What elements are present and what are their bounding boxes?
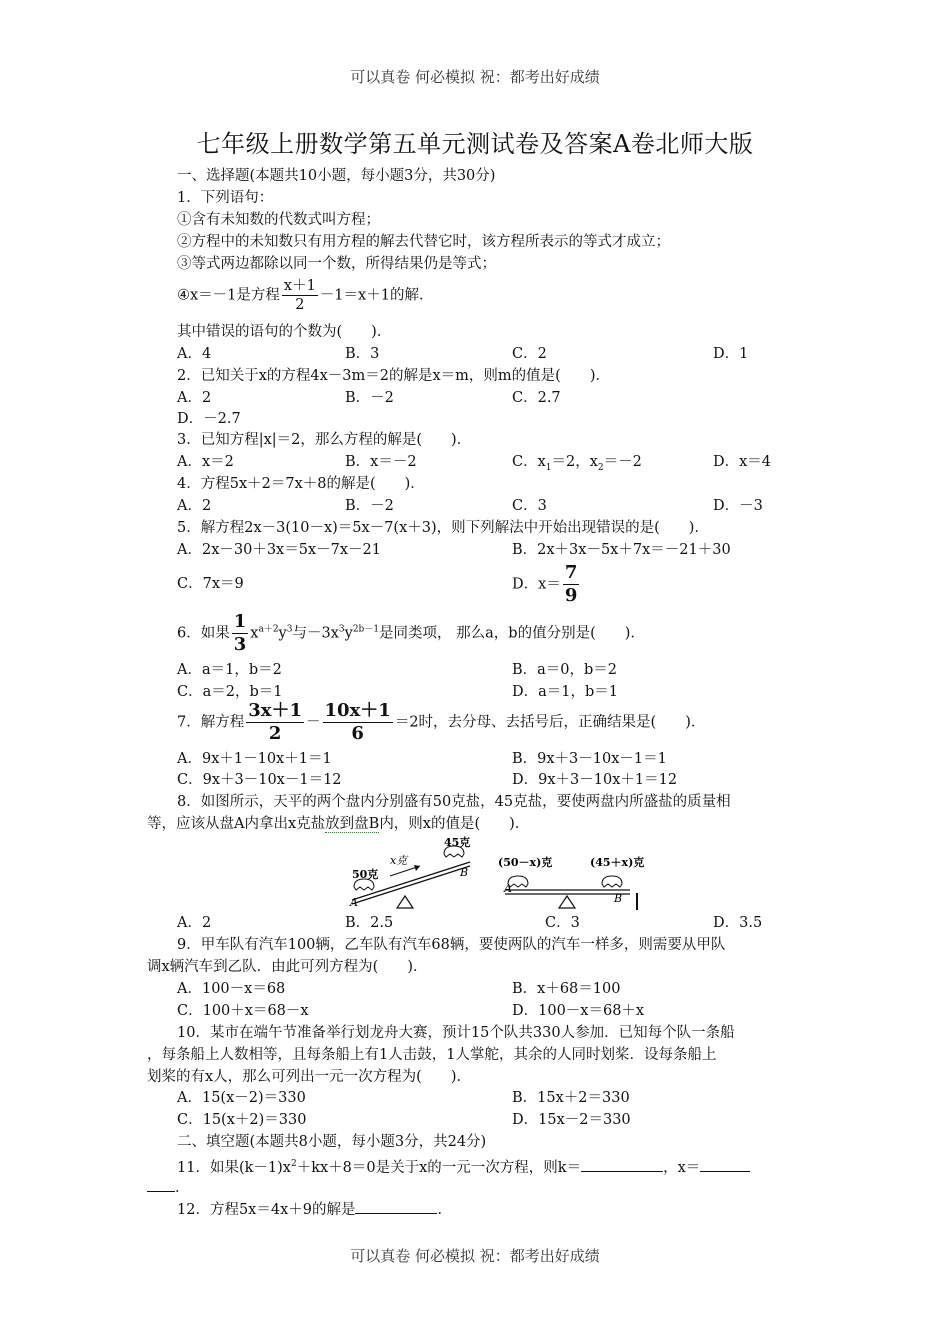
fig-label-a-right: A: [504, 882, 512, 895]
q9-option-c[interactable]: C．100＋x＝68－x: [177, 1003, 309, 1019]
text-cursor: [636, 893, 638, 910]
q8-option-a[interactable]: A．2: [177, 915, 212, 931]
q10-line-2: ，每条船上人数相等，且每条船上有1人击鼓，1人掌舵，其余的人同时划桨．设每条船上: [147, 1047, 717, 1063]
level-scale: [498, 855, 644, 908]
q6-option-b[interactable]: B．a＝0，b＝2: [512, 662, 618, 678]
balance-scale-figure: [340, 834, 650, 914]
q1-option-a[interactable]: A．4: [177, 346, 212, 362]
tilted-scale: [349, 835, 470, 909]
q7-fraction-1: $\frac{3x+1}{2}$: [248, 700, 303, 744]
q4-option-d[interactable]: D．－3: [713, 498, 763, 514]
q6-option-d[interactable]: D．a＝1，b＝1: [512, 684, 619, 700]
page-title: 七年级上册数学第五单元测试卷及答案A卷北师大版: [196, 130, 754, 158]
q5-option-b[interactable]: B．2x＋3x－5x＋7x＝－21＋30: [512, 542, 731, 558]
fig-label-50g: 50克: [352, 868, 379, 881]
q11-continuation: ．: [147, 1177, 190, 1197]
q7-option-d[interactable]: D．9x＋3－10x＋1＝12: [512, 772, 678, 788]
q2-option-b[interactable]: B．－2: [345, 390, 394, 406]
page-footer: 可以真卷 何必模拟 祝：都考出好成绩: [350, 1247, 600, 1265]
q2-option-d[interactable]: D．－2.7: [177, 411, 241, 427]
q5-d-fraction: $\frac{7}{9}$: [564, 562, 578, 606]
q1-fraction: $\frac{x+1}{2}$: [283, 278, 316, 313]
q1-option-c[interactable]: C．2: [512, 346, 547, 362]
q3-option-c[interactable]: C．$x_1=2$，$x_2=-2$: [512, 454, 642, 473]
q2-stem: 2．已知关于x的方程4x－3m＝2的解是x＝m，则m的值是( )．: [177, 368, 610, 384]
q7-option-b[interactable]: B．9x＋3－10x－1＝1: [512, 751, 667, 767]
q11-blank-x-part1[interactable]: [700, 1157, 750, 1172]
q9-line-1: 9．甲车队有汽车100辆，乙车队有汽车68辆，要使两队的汽车一样多，则需要从甲队: [177, 937, 726, 953]
q3-option-b[interactable]: B．x＝－2: [345, 454, 417, 470]
q6-option-a[interactable]: A．a＝1，b＝2: [177, 662, 282, 678]
q5-option-c[interactable]: C．7x＝9: [177, 576, 244, 592]
q3-option-a[interactable]: A．x＝2: [177, 454, 234, 470]
q6-option-c[interactable]: C．a＝2，b＝1: [177, 684, 283, 700]
fig-label-xg: x克: [390, 854, 408, 867]
page-header: 可以真卷 何必模拟 祝：都考出好成绩: [350, 68, 600, 86]
q12-stem: 12．方程5x＝4x＋9的解是 ．: [177, 1199, 452, 1219]
fig-label-b-right: B: [614, 892, 623, 905]
q7-option-c[interactable]: C．9x＋3－10x－1＝12: [177, 772, 342, 788]
fig-label-b-left: B: [460, 866, 469, 879]
q6-fraction: $\frac{1}{3}$: [233, 611, 247, 655]
q9-line-2: 调x辆汽车到乙队．由此可列方程为( )．: [147, 959, 428, 975]
q1-statement-1: ①含有未知数的代数式叫方程；: [177, 212, 380, 228]
q12-blank[interactable]: [355, 1199, 437, 1214]
fig-label-a-left: A: [350, 896, 358, 909]
q6-stem: 6．如果 $\frac{1}{3}$ $x^{a+2}y^3$与$-3x^3y^{2b-1}$是同类项， 那么a，b的值分别是( )．: [177, 611, 645, 655]
q5-stem: 5．解方程2x－3(10－x)＝5x－7(x＋3)，则下列解法中开始出现错误的是( )．: [177, 520, 709, 536]
q2-option-c[interactable]: C．2.7: [512, 390, 561, 406]
q10-option-a[interactable]: A．15(x－2)＝330: [177, 1090, 306, 1106]
q9-option-b[interactable]: B．x＋68＝100: [512, 981, 621, 997]
q7-fraction-2: $\frac{10x+1}{6}$: [324, 700, 391, 744]
q1-statement-2: ②方程中的未知数只有用方程的解去代替它时，该方程所表示的等式才成立；: [177, 234, 670, 250]
q9-option-a[interactable]: A．100－x＝68: [177, 981, 286, 997]
q1-ask: 其中错误的语句的个数为( )．: [177, 324, 392, 340]
q10-line-1: 10．某市在端午节准备举行划龙舟大赛，预计15个队共330人参加．已知每个队一条船: [177, 1025, 735, 1041]
section-heading-fill: 二、填空题(本题共8小题，每小题3分，共24分): [177, 1134, 487, 1150]
q8-line-1: 8．如图所示，天平的两个盘内分别盛有50克盐，45克盐，要使两盘内所盛盐的质量相: [177, 794, 731, 810]
q11-blank-x-part2[interactable]: [147, 1177, 175, 1192]
q1-option-b[interactable]: B．3: [345, 346, 380, 362]
q11-blank-k[interactable]: [581, 1157, 663, 1172]
fig-label-45g: 45克: [444, 836, 471, 849]
q3-option-d[interactable]: D．x＝4: [713, 454, 772, 470]
q10-option-c[interactable]: C．15(x＋2)＝330: [177, 1112, 307, 1128]
q1-statement-4: ④x＝－1是方程 $\frac{x+1}{2}$ －1＝x＋1的解．: [177, 278, 434, 313]
section-heading-choice: 一、选择题(本题共10小题，每小题3分，共30分): [177, 168, 496, 184]
q11-stem: 11．如果$(k-1)x^2+kx+8=0$是关于x的一元一次方程，则k＝ ，x＝: [177, 1155, 750, 1177]
q1-stem: 1．下列语句：: [177, 190, 274, 206]
q8-line-2: 等，应该从盘A内拿出x克盐放到盘B内，则x的值是( )．: [147, 816, 530, 832]
q7-stem: 7．解方程 $\frac{3x+1}{2}$ － $\frac{10x+1}{6}$ ＝2时，去分母、去括号后，正确结果是( )．: [177, 700, 706, 744]
q4-option-c[interactable]: C．3: [512, 498, 547, 514]
q4-option-a[interactable]: A．2: [177, 498, 212, 514]
q7-option-a[interactable]: A．9x＋1－10x＋1＝1: [177, 751, 332, 767]
fig-label-45-plus-x: (45＋x)克: [590, 856, 645, 869]
q8-option-b[interactable]: B．2.5: [345, 915, 394, 931]
q4-option-b[interactable]: B．－2: [345, 498, 394, 514]
q5-option-a[interactable]: A．2x－30＋3x＝5x－7x－21: [177, 542, 381, 558]
q10-option-b[interactable]: B．15x＋2＝330: [512, 1090, 630, 1106]
q5-option-d[interactable]: D．x＝ $\frac{7}{9}$: [512, 562, 578, 606]
q8-option-d[interactable]: D．3.5: [713, 915, 763, 931]
q3-stem: 3．已知方程|x|＝2，那么方程的解是( )．: [177, 432, 472, 448]
q2-option-a[interactable]: A．2: [177, 390, 212, 406]
q10-option-d[interactable]: D．15x－2＝330: [512, 1112, 631, 1128]
fig-label-50-minus-x: (50－x)克: [498, 856, 553, 869]
q9-option-d[interactable]: D．100－x＝68＋x: [512, 1003, 645, 1019]
q8-option-c[interactable]: C．3: [545, 915, 580, 931]
q1-option-d[interactable]: D．1: [713, 346, 749, 362]
q10-line-3: 划桨的有x人，那么可列出一元一次方程为( )．: [147, 1069, 471, 1085]
q4-stem: 4．方程5x＋2＝7x＋8的解是( )．: [177, 476, 425, 492]
q1-statement-3: ③等式两边都除以同一个数，所得结果仍是等式；: [177, 256, 496, 272]
